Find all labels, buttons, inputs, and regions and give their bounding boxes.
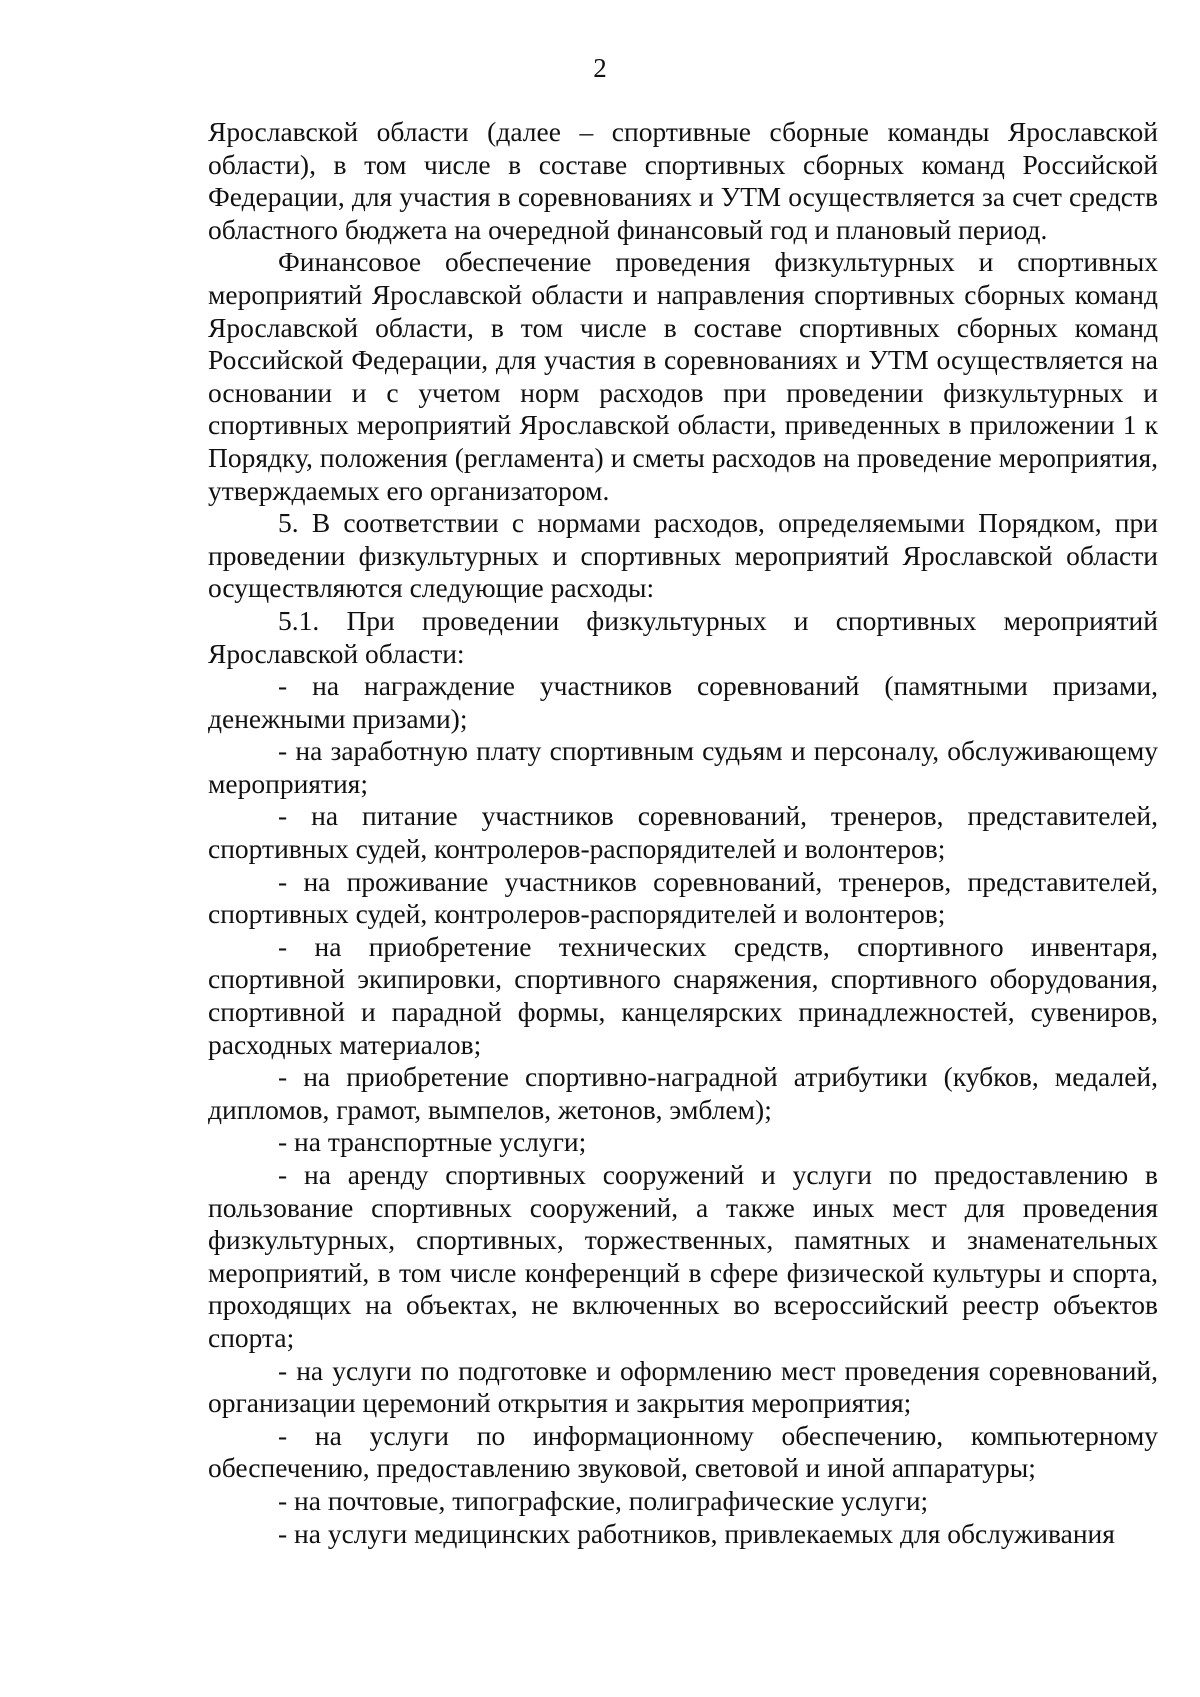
list-item-salary: - на заработную плату спортивным судьям и персоналу, обслуживающему мероприятия;	[208, 735, 1158, 799]
list-item-meals: - на питание участников соревнований, тренеров, представителей, спортивных судей, контролеров-распорядителей и волонтеров;	[208, 800, 1158, 865]
list-item-accommodation: - на проживание участников соревнований, тренеров, представителей, спортивных судей, контролеров-распорядителей и волонтеров;	[208, 865, 1158, 930]
list-item-awards: - на награждение участников соревнований (памятными призами, денежными призами);	[208, 670, 1158, 734]
list-item-medical: - на услуги медицинских работников, привлекаемых для обслуживания	[278, 1517, 1115, 1549]
list-item-printing: - на почтовые, типографские, полиграфические услуги;	[278, 1484, 929, 1516]
list-item-attributes: - на приобретение спортивно-наградной атрибутики (кубков, медалей, дипломов, грамот, вымпелов, жетонов, эмблем);	[208, 1061, 1158, 1125]
paragraph-section-5: 5. В соответствии с нормами расходов, определяемыми Порядком, при проведении физкультурных и спортивных мероприятий Ярославской области осуществляются следующие расходы:	[208, 507, 1158, 604]
list-item-venue-preparation: - на услуги по подготовке и оформлению мест проведения соревнований, организации церемоний открытия и закрытия мероприятия;	[208, 1354, 1158, 1419]
list-item-rent: - на аренду спортивных сооружений и услуги по предоставлению в пользование спортивных сооружений, а также иных мест для проведения физкультурных, спортивных, торжественных, памятных и знаменательных мероприятий, в том числе конференций в сфере физической культуры и спорта, проходящих на объектах, не включенных во всероссийский реестр объектов спорта;	[208, 1159, 1158, 1353]
document-body	[208, 116, 1158, 1550]
paragraph-continuation: Ярославской области (далее – спортивные сборные команды Ярославской области), в том числе в составе спортивных сборных команд Российской Федерации, для участия в соревнованиях и УТМ осуществляется за счет средств областного бюджета на очередной финансовый год и плановый период.	[208, 116, 1158, 245]
list-item-information-support: - на услуги по информационному обеспечению, компьютерному обеспечению, предоставлению звуковой, световой и иной аппаратуры;	[208, 1419, 1158, 1484]
paragraph-financing: Финансовое обеспечение проведения физкультурных и спортивных мероприятий Ярославской области и направления спортивных сборных команд Ярославской области, в том числе в составе спортивных сборных команд Российской Федерации, для участия в соревнованиях и УТМ осуществляется на основании и с учетом норм расходов при проведении физкультурных и спортивных мероприятий Ярославской области, приведенных в приложении 1 к Порядку, положения (регламента) и сметы расходов на проведение мероприятия, утверждаемых его организатором.	[208, 246, 1158, 506]
page-number: 2	[593, 53, 607, 83]
list-item-transport: - на транспортные услуги;	[278, 1126, 587, 1158]
paragraph-section-5-1: 5.1. При проведении физкультурных и спортивных мероприятий Ярославской области:	[208, 604, 1158, 669]
list-item-equipment: - на приобретение технических средств, спортивного инвентаря, спортивной экипировки, спортивного снаряжения, спортивного оборудования, спортивной и парадной формы, канцелярских принадлежностей, сувениров, расходных материалов;	[208, 930, 1158, 1060]
